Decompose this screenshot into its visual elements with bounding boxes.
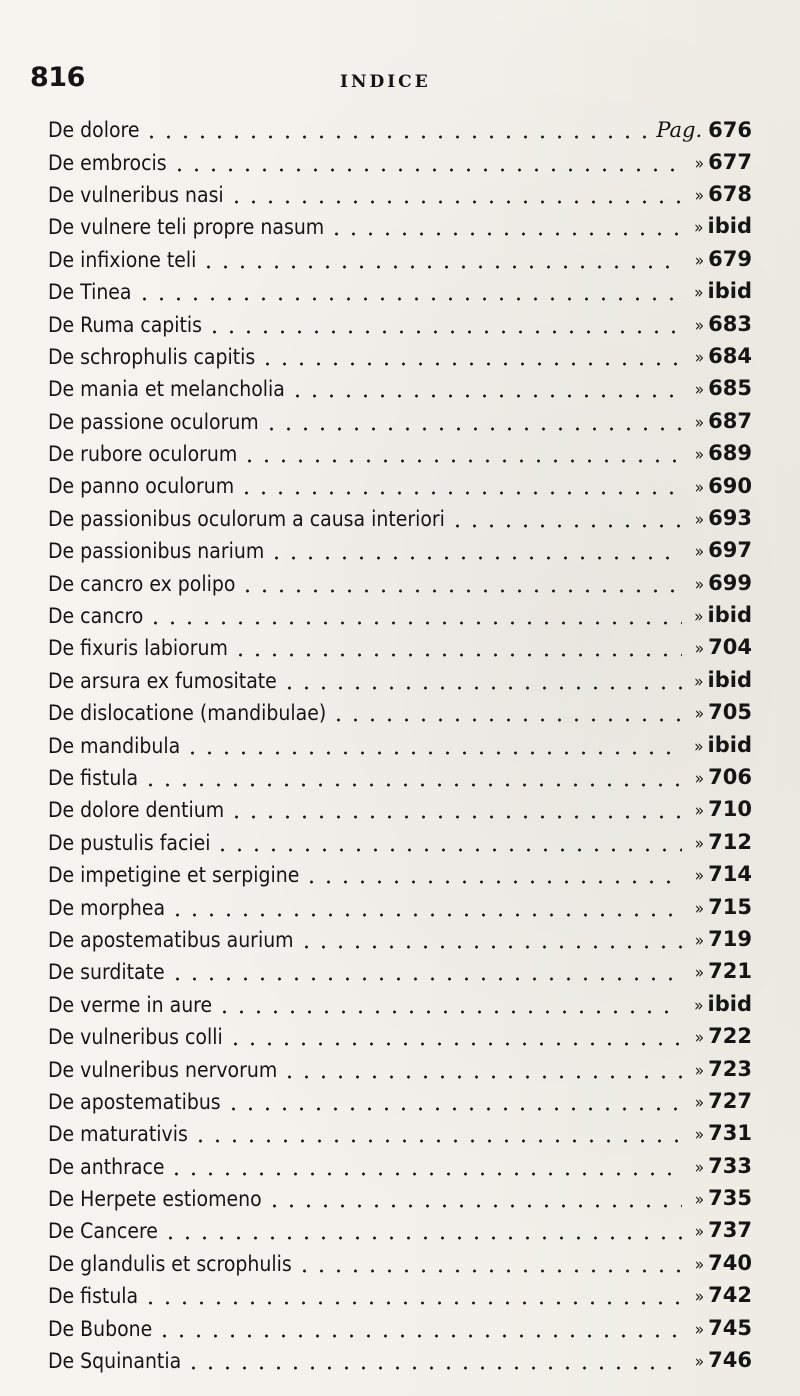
index-entry bbox=[48, 373, 752, 405]
entry-title: De schrophulis capitis bbox=[48, 344, 256, 369]
entry-reference bbox=[650, 114, 752, 146]
ditto-mark: » bbox=[694, 1157, 705, 1178]
ditto-mark: » bbox=[694, 898, 705, 919]
ditto-mark: » bbox=[694, 963, 705, 984]
ditto-mark: » bbox=[694, 866, 705, 887]
entry-title: De maturativis bbox=[48, 1122, 188, 1147]
entry-reference bbox=[682, 794, 752, 826]
entry-reference bbox=[682, 1151, 752, 1183]
ditto-mark: » bbox=[694, 1287, 705, 1308]
entry-reference bbox=[682, 891, 752, 923]
entry-title: De vulneribus nasi bbox=[48, 182, 224, 207]
entry-reference bbox=[682, 503, 752, 535]
ditto-mark: » bbox=[694, 347, 705, 368]
entry-title: De cancro bbox=[48, 604, 144, 629]
entry-page: 735 bbox=[708, 1186, 752, 1211]
entry-reference bbox=[682, 373, 752, 405]
entry-reference bbox=[682, 729, 752, 761]
ditto-mark: » bbox=[694, 283, 704, 304]
dot-leader bbox=[330, 718, 682, 722]
entry-title: De mandibula bbox=[48, 733, 181, 758]
ditto-mark: » bbox=[694, 1125, 705, 1146]
dot-leader bbox=[268, 556, 682, 560]
entry-reference bbox=[682, 665, 752, 697]
index-entry bbox=[48, 276, 752, 308]
dot-leader bbox=[328, 232, 682, 236]
entry-page: ibid bbox=[707, 667, 752, 692]
ditto-mark: » bbox=[694, 477, 705, 498]
ditto-mark: » bbox=[694, 1254, 705, 1275]
dot-leader bbox=[206, 330, 682, 334]
ditto-mark: » bbox=[694, 218, 704, 239]
ditto-mark: » bbox=[694, 833, 705, 854]
entry-title: De dislocatione (mandibulae) bbox=[48, 701, 327, 726]
entry-reference bbox=[682, 600, 752, 632]
entry-page: 742 bbox=[708, 1283, 752, 1308]
entry-page: 697 bbox=[708, 538, 752, 563]
index-entry bbox=[48, 470, 752, 502]
entry-title: De passionibus narium bbox=[48, 539, 265, 564]
entry-reference bbox=[682, 1053, 752, 1085]
entry-page: 740 bbox=[708, 1250, 752, 1275]
index-entry bbox=[48, 794, 752, 826]
entry-page: 705 bbox=[708, 700, 752, 725]
dot-leader bbox=[281, 686, 682, 690]
entry-page: 731 bbox=[708, 1121, 752, 1146]
entry-reference bbox=[682, 1312, 752, 1344]
ditto-mark: » bbox=[694, 769, 705, 790]
dot-leader bbox=[296, 1269, 682, 1273]
entry-title: De impetigine et serpigine bbox=[48, 863, 300, 888]
entry-reference bbox=[682, 1021, 752, 1053]
ditto-mark: » bbox=[694, 315, 705, 336]
entry-reference bbox=[682, 438, 752, 470]
entry-page: 719 bbox=[708, 926, 752, 951]
ditto-mark: » bbox=[694, 801, 705, 822]
entry-page: 683 bbox=[708, 311, 752, 336]
entry-page: 715 bbox=[708, 894, 752, 919]
entry-title: De vulnere teli propre nasum bbox=[48, 215, 325, 240]
ditto-mark: » bbox=[694, 1060, 705, 1081]
dot-leader bbox=[228, 200, 682, 204]
entry-page: 687 bbox=[708, 408, 752, 433]
ditto-mark: » bbox=[694, 704, 705, 725]
entry-title: De Ruma capitis bbox=[48, 312, 203, 337]
entry-reference bbox=[682, 535, 752, 567]
ditto-mark: » bbox=[694, 1319, 705, 1340]
entry-page: 733 bbox=[708, 1153, 752, 1178]
dot-leader bbox=[303, 880, 682, 884]
ditto-mark: » bbox=[694, 574, 705, 595]
index-entry bbox=[48, 1118, 752, 1150]
entry-page: 722 bbox=[708, 1024, 752, 1049]
entry-title: De dolore bbox=[48, 118, 140, 143]
dot-leader bbox=[192, 1139, 682, 1143]
index-entry bbox=[48, 503, 752, 535]
entry-page: 745 bbox=[708, 1315, 752, 1340]
index-entry bbox=[48, 762, 752, 794]
entry-title: De pustulis faciei bbox=[48, 830, 211, 855]
index-entry bbox=[48, 891, 752, 923]
ditto-mark: » bbox=[694, 736, 704, 757]
entry-reference bbox=[682, 341, 752, 373]
dot-leader bbox=[171, 168, 682, 172]
ditto-mark: » bbox=[694, 671, 704, 692]
entry-page: 712 bbox=[708, 829, 752, 854]
entry-title: De Herpete estiomeno bbox=[48, 1187, 262, 1212]
index-entry bbox=[48, 211, 752, 243]
dot-leader bbox=[142, 1301, 682, 1305]
index-entry bbox=[48, 179, 752, 211]
entry-reference bbox=[682, 1118, 752, 1150]
index-entry bbox=[48, 341, 752, 373]
index-entry bbox=[48, 1151, 752, 1183]
index-entry bbox=[48, 146, 752, 178]
entry-page: 676 bbox=[708, 118, 752, 143]
entry-title: De Cancere bbox=[48, 1219, 158, 1244]
ditto-mark: » bbox=[694, 445, 705, 466]
index-entry bbox=[48, 114, 752, 146]
entry-reference bbox=[682, 179, 752, 211]
entry-reference bbox=[682, 1086, 752, 1118]
entry-page: ibid bbox=[707, 214, 752, 239]
entry-reference bbox=[682, 276, 752, 308]
entry-page: 678 bbox=[708, 181, 752, 206]
entry-page: 723 bbox=[708, 1056, 752, 1081]
index-entry bbox=[48, 827, 752, 859]
index-entry bbox=[48, 438, 752, 470]
entry-page: ibid bbox=[707, 279, 752, 304]
entry-reference bbox=[682, 1183, 752, 1215]
index-entry bbox=[48, 1215, 752, 1247]
running-title: INDICE bbox=[340, 72, 431, 92]
index-entry bbox=[48, 308, 752, 340]
ditto-mark: » bbox=[694, 412, 705, 433]
ditto-mark: » bbox=[694, 995, 704, 1016]
dot-leader bbox=[162, 1236, 682, 1240]
ditto-mark: » bbox=[694, 1028, 705, 1049]
entry-page: 690 bbox=[708, 473, 752, 498]
entry-page: 699 bbox=[708, 570, 752, 595]
page-label: Pag. bbox=[656, 118, 703, 143]
entry-title: De dolore dentium bbox=[48, 798, 225, 823]
ditto-mark: » bbox=[694, 250, 705, 271]
entry-reference bbox=[682, 146, 752, 178]
entry-reference bbox=[682, 211, 752, 243]
entry-title: De fixuris labiorum bbox=[48, 636, 228, 661]
dot-leader bbox=[298, 945, 682, 949]
ditto-mark: » bbox=[694, 1222, 705, 1243]
index-entry bbox=[48, 1021, 752, 1053]
dot-leader bbox=[263, 427, 682, 431]
entry-page: 710 bbox=[708, 797, 752, 822]
dot-leader bbox=[241, 459, 682, 463]
page-header bbox=[30, 62, 770, 106]
entry-reference bbox=[682, 632, 752, 664]
entry-title: De passionibus oculorum a causa interiori bbox=[48, 506, 445, 531]
entry-title: De Squinantia bbox=[48, 1349, 182, 1374]
dot-leader bbox=[143, 135, 650, 139]
index-entry bbox=[48, 665, 752, 697]
ditto-mark: » bbox=[694, 1352, 705, 1373]
entry-page: 679 bbox=[708, 246, 752, 271]
entry-page: ibid bbox=[707, 732, 752, 757]
entry-title: De arsura ex fumositate bbox=[48, 668, 277, 693]
index-entry bbox=[48, 1053, 752, 1085]
dot-leader bbox=[184, 751, 682, 755]
ditto-mark: » bbox=[694, 153, 705, 174]
entry-reference bbox=[682, 1280, 752, 1312]
index-entry bbox=[48, 729, 752, 761]
entry-reference bbox=[682, 859, 752, 891]
entry-title: De morphea bbox=[48, 895, 166, 920]
entry-page: 721 bbox=[708, 959, 752, 984]
dot-leader bbox=[239, 589, 682, 593]
dot-leader bbox=[147, 621, 682, 625]
dot-leader bbox=[136, 297, 683, 301]
dot-leader bbox=[185, 1366, 682, 1370]
index-entry bbox=[48, 244, 752, 276]
entry-title: De Bubone bbox=[48, 1316, 153, 1341]
index-entry bbox=[48, 989, 752, 1021]
dot-leader bbox=[214, 848, 682, 852]
entry-title: De glandulis et scrophulis bbox=[48, 1251, 292, 1276]
entry-page: 737 bbox=[708, 1218, 752, 1243]
index-entry bbox=[48, 632, 752, 664]
dot-leader bbox=[169, 977, 682, 981]
entry-title: De anthrace bbox=[48, 1154, 165, 1179]
entry-title: De passione oculorum bbox=[48, 409, 259, 434]
entry-page: 714 bbox=[708, 862, 752, 887]
index-entry bbox=[48, 406, 752, 438]
dot-leader bbox=[266, 1204, 682, 1208]
entry-title: De vulneribus nervorum bbox=[48, 1057, 278, 1082]
entry-reference bbox=[682, 406, 752, 438]
dot-leader bbox=[449, 524, 682, 528]
dot-leader bbox=[142, 783, 682, 787]
entry-reference bbox=[682, 924, 752, 956]
page-number: 816 bbox=[30, 62, 85, 93]
entry-title: De apostematibus bbox=[48, 1089, 221, 1114]
ditto-mark: » bbox=[694, 380, 705, 401]
ditto-mark: » bbox=[694, 930, 705, 951]
dot-leader bbox=[169, 913, 682, 917]
ditto-mark: » bbox=[694, 607, 704, 628]
index-entry bbox=[48, 956, 752, 988]
ditto-mark: » bbox=[694, 1190, 705, 1211]
entry-reference bbox=[682, 567, 752, 599]
entry-page: 689 bbox=[708, 441, 752, 466]
dot-leader bbox=[156, 1334, 682, 1338]
entry-title: De Tinea bbox=[48, 280, 132, 305]
index-entry bbox=[48, 1345, 752, 1377]
dot-leader bbox=[289, 394, 682, 398]
entry-reference bbox=[682, 308, 752, 340]
ditto-mark: » bbox=[694, 542, 705, 563]
entry-title: De cancro ex polipo bbox=[48, 571, 236, 596]
entry-page: ibid bbox=[707, 991, 752, 1016]
entry-title: De embrocis bbox=[48, 150, 167, 175]
dot-leader bbox=[238, 491, 682, 495]
index-entry bbox=[48, 1280, 752, 1312]
index-entry bbox=[48, 1183, 752, 1215]
index-entry bbox=[48, 697, 752, 729]
entry-reference bbox=[682, 956, 752, 988]
dot-leader bbox=[225, 1107, 682, 1111]
entry-title: De fistula bbox=[48, 1284, 139, 1309]
entry-title: De vulneribus colli bbox=[48, 1025, 223, 1050]
entry-reference bbox=[682, 1215, 752, 1247]
index-entry bbox=[48, 1312, 752, 1344]
index-entry bbox=[48, 1248, 752, 1280]
dot-leader bbox=[216, 1010, 682, 1014]
entry-reference bbox=[682, 1248, 752, 1280]
entry-reference bbox=[682, 827, 752, 859]
entry-page: 693 bbox=[708, 505, 752, 530]
dot-leader bbox=[232, 653, 682, 657]
entry-page: 704 bbox=[708, 635, 752, 660]
index-entry bbox=[48, 567, 752, 599]
entry-page: 677 bbox=[708, 149, 752, 174]
ditto-mark: » bbox=[694, 1092, 705, 1113]
entry-page: 684 bbox=[708, 343, 752, 368]
entry-page: 727 bbox=[708, 1088, 752, 1113]
index-entry bbox=[48, 600, 752, 632]
index-list bbox=[48, 114, 752, 1377]
entry-reference bbox=[682, 762, 752, 794]
dot-leader bbox=[227, 1042, 682, 1046]
dot-leader bbox=[281, 1075, 682, 1079]
ditto-mark: » bbox=[694, 185, 705, 206]
ditto-mark: » bbox=[694, 639, 705, 660]
entry-page: 685 bbox=[708, 376, 752, 401]
dot-leader bbox=[228, 815, 682, 819]
entry-title: De surditate bbox=[48, 960, 165, 985]
entry-title: De fistula bbox=[48, 766, 139, 790]
entry-title: De mania et melancholia bbox=[48, 377, 285, 402]
entry-title: De apostematibus aurium bbox=[48, 927, 294, 952]
entry-reference bbox=[682, 697, 752, 729]
entry-title: De rubore oculorum bbox=[48, 442, 238, 467]
index-entry bbox=[48, 535, 752, 567]
index-entry bbox=[48, 859, 752, 891]
entry-reference bbox=[682, 244, 752, 276]
ditto-mark: » bbox=[694, 509, 705, 530]
entry-page: 706 bbox=[708, 765, 752, 790]
index-entry bbox=[48, 1086, 752, 1118]
entry-reference bbox=[682, 989, 752, 1021]
dot-leader bbox=[168, 1172, 682, 1176]
entry-title: De verme in aure bbox=[48, 992, 213, 1017]
entry-page: ibid bbox=[707, 603, 752, 628]
entry-page: 746 bbox=[708, 1348, 752, 1373]
dot-leader bbox=[200, 265, 682, 269]
entry-title: De panno oculorum bbox=[48, 474, 235, 499]
entry-reference bbox=[682, 1345, 752, 1377]
index-entry bbox=[48, 924, 752, 956]
dot-leader bbox=[259, 362, 682, 366]
entry-reference bbox=[682, 470, 752, 502]
entry-title: De infixione teli bbox=[48, 247, 197, 272]
